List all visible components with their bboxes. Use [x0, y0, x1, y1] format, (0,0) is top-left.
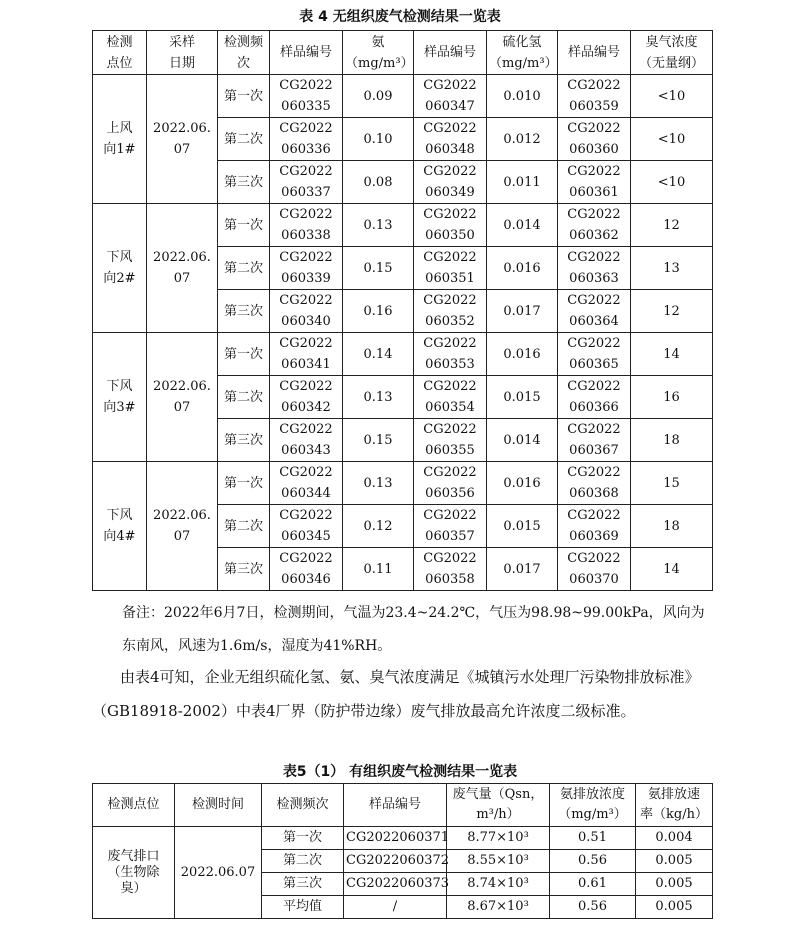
sampling-date-cell: 2022.06. 07	[147, 204, 218, 333]
ammonia-concentration-cell: 0.51	[550, 827, 636, 850]
h2s-value-cell: 0.017	[487, 548, 558, 591]
h2s-value-cell: 0.016	[487, 462, 558, 505]
ammonia-rate-cell: 0.004	[636, 827, 713, 850]
odor-value-cell: 12	[631, 204, 713, 247]
frequency-cell: 第一次	[218, 462, 270, 505]
h2s-value-cell: 0.012	[487, 118, 558, 161]
sample-id-cell: CG2022 060365	[558, 333, 631, 376]
sample-id-cell: CG2022 060350	[414, 204, 487, 247]
sampling-point-cell: 上风 向1#	[93, 75, 147, 204]
h2s-value-cell: 0.014	[487, 204, 558, 247]
odor-value-cell: <10	[631, 118, 713, 161]
sample-id-cell: CG2022 060356	[414, 462, 487, 505]
table4-header-cell: 氨 （mg/m³）	[343, 31, 414, 75]
ammonia-concentration-cell: 0.56	[550, 850, 636, 873]
frequency-cell: 第三次	[218, 161, 270, 204]
sample-id-cell: CG2022 060366	[558, 376, 631, 419]
sample-id-cell: CG2022 060359	[558, 75, 631, 118]
sample-id-cell: CG2022 060352	[414, 290, 487, 333]
frequency-cell: 第二次	[218, 247, 270, 290]
h2s-value-cell: 0.015	[487, 376, 558, 419]
table5-header-cell: 检测频次	[262, 784, 344, 827]
h2s-value-cell: 0.014	[487, 419, 558, 462]
frequency-cell: 第三次	[218, 419, 270, 462]
flow-value-cell: 8.74×10³	[447, 873, 550, 896]
sample-id-cell: CG2022 060361	[558, 161, 631, 204]
sample-id-cell: CG2022060373	[344, 873, 447, 896]
table4-note: 备注：2022年6月7日，检测期间，气温为23.4~24.2℃，气压为98.98~99.00kPa，风向为东南风，风速为1.6m/s，湿度为41%RH。	[122, 605, 705, 654]
table5-header-cell: 废气量（Qsn， m³/h）	[447, 784, 550, 827]
sample-id-cell: CG2022 060358	[414, 548, 487, 591]
table4-header-cell: 硫化氢 （mg/m³）	[487, 31, 558, 75]
h2s-value-cell: 0.015	[487, 505, 558, 548]
sample-id-cell: CG2022 060349	[414, 161, 487, 204]
odor-value-cell: <10	[631, 75, 713, 118]
sample-id-cell: CG2022 060346	[270, 548, 343, 591]
sample-id-cell: CG2022 060337	[270, 161, 343, 204]
sample-id-cell: CG2022 060360	[558, 118, 631, 161]
sample-id-cell: /	[344, 896, 447, 919]
frequency-cell: 第二次	[218, 118, 270, 161]
frequency-cell: 第一次	[262, 827, 344, 850]
ammonia-value-cell: 0.13	[343, 462, 414, 505]
frequency-cell: 第一次	[218, 204, 270, 247]
table4-header-cell: 检测频 次	[218, 31, 270, 75]
table-row	[93, 75, 713, 118]
sample-id-cell: CG2022 060364	[558, 290, 631, 333]
sample-id-cell: CG2022 060353	[414, 333, 487, 376]
table4-header-cell: 样品编号	[558, 31, 631, 75]
sample-id-cell: CG2022 060347	[414, 75, 487, 118]
ammonia-value-cell: 0.15	[343, 247, 414, 290]
table5-header-cell: 检测点位	[93, 784, 175, 827]
ammonia-value-cell: 0.13	[343, 204, 414, 247]
sample-id-cell: CG2022 060369	[558, 505, 631, 548]
ammonia-value-cell: 0.12	[343, 505, 414, 548]
table5	[92, 783, 713, 919]
sample-id-cell: CG2022 060363	[558, 247, 631, 290]
ammonia-rate-cell: 0.005	[636, 896, 713, 919]
odor-value-cell: <10	[631, 161, 713, 204]
table5-caption: 表5（1） 有组织废气检测结果一览表	[282, 764, 518, 780]
frequency-cell: 第二次	[262, 850, 344, 873]
ammonia-value-cell: 0.15	[343, 419, 414, 462]
table-row	[93, 462, 713, 505]
table4-header-cell: 检测 点位	[93, 31, 147, 75]
sample-id-cell: CG2022 060345	[270, 505, 343, 548]
conclusion-paragraph: 由表4可知，企业无组织硫化氢、氨、臭气浓度满足《城镇污水处理厂污染物排放标准》（GB18918-2002）中表4厂界（防护带边缘）废气排放最高允许浓度二级标准。	[92, 668, 700, 720]
sampling-point-cell: 下风 向3#	[93, 333, 147, 462]
sampling-date-cell: 2022.06. 07	[147, 75, 218, 204]
ammonia-rate-cell: 0.005	[636, 850, 713, 873]
frequency-cell: 第三次	[262, 873, 344, 896]
ammonia-value-cell: 0.14	[343, 333, 414, 376]
table4	[92, 30, 713, 591]
odor-value-cell: 12	[631, 290, 713, 333]
flow-value-cell: 8.67×10³	[447, 896, 550, 919]
ammonia-value-cell: 0.10	[343, 118, 414, 161]
sample-id-cell: CG2022 060355	[414, 419, 487, 462]
sample-id-cell: CG2022 060344	[270, 462, 343, 505]
sampling-date-cell: 2022.06. 07	[147, 333, 218, 462]
h2s-value-cell: 0.011	[487, 161, 558, 204]
frequency-cell: 第一次	[218, 75, 270, 118]
table-row	[93, 333, 713, 376]
flow-value-cell: 8.77×10³	[447, 827, 550, 850]
sample-id-cell: CG2022 060340	[270, 290, 343, 333]
ammonia-rate-cell: 0.005	[636, 873, 713, 896]
odor-value-cell: 15	[631, 462, 713, 505]
table4-header-cell: 采样 日期	[147, 31, 218, 75]
odor-value-cell: 18	[631, 419, 713, 462]
table4-header-cell: 样品编号	[270, 31, 343, 75]
ammonia-concentration-cell: 0.61	[550, 873, 636, 896]
h2s-value-cell: 0.010	[487, 75, 558, 118]
table5-header-cell: 氨排放速 率（kg/h）	[636, 784, 713, 827]
ammonia-concentration-cell: 0.56	[550, 896, 636, 919]
sample-id-cell: CG2022 060336	[270, 118, 343, 161]
ammonia-value-cell: 0.11	[343, 548, 414, 591]
h2s-value-cell: 0.016	[487, 333, 558, 376]
sampling-point-cell: 下风 向4#	[93, 462, 147, 591]
sample-id-cell: CG2022 060354	[414, 376, 487, 419]
sample-id-cell: CG2022 060370	[558, 548, 631, 591]
table5-header-row	[93, 784, 713, 827]
ammonia-value-cell: 0.09	[343, 75, 414, 118]
sampling-date-cell: 2022.06.07	[175, 827, 262, 919]
table-row	[93, 827, 713, 850]
sample-id-cell: CG2022 060342	[270, 376, 343, 419]
table4-header-cell: 样品编号	[414, 31, 487, 75]
ammonia-value-cell: 0.13	[343, 376, 414, 419]
table-row	[93, 204, 713, 247]
frequency-cell: 第一次	[218, 333, 270, 376]
sample-id-cell: CG2022 060341	[270, 333, 343, 376]
sample-id-cell: CG2022 060357	[414, 505, 487, 548]
ammonia-value-cell: 0.16	[343, 290, 414, 333]
sample-id-cell: CG2022 060367	[558, 419, 631, 462]
h2s-value-cell: 0.016	[487, 247, 558, 290]
table4-header-row	[93, 31, 713, 75]
sample-id-cell: CG2022 060368	[558, 462, 631, 505]
sample-id-cell: CG2022 060338	[270, 204, 343, 247]
odor-value-cell: 16	[631, 376, 713, 419]
table5-header-cell: 氨排放浓度 （mg/m³）	[550, 784, 636, 827]
sample-id-cell: CG2022 060351	[414, 247, 487, 290]
sampling-point-cell: 下风 向2#	[93, 204, 147, 333]
frequency-cell: 第三次	[218, 290, 270, 333]
odor-value-cell: 14	[631, 548, 713, 591]
table4-caption: 表 4 无组织废气检测结果一览表	[299, 9, 501, 25]
sample-id-cell: CG2022 060339	[270, 247, 343, 290]
odor-value-cell: 18	[631, 505, 713, 548]
odor-value-cell: 14	[631, 333, 713, 376]
sample-id-cell: CG2022 060362	[558, 204, 631, 247]
frequency-cell: 第二次	[218, 376, 270, 419]
frequency-cell: 第三次	[218, 548, 270, 591]
ammonia-value-cell: 0.08	[343, 161, 414, 204]
sample-id-cell: CG2022 060343	[270, 419, 343, 462]
sample-id-cell: CG2022060372	[344, 850, 447, 873]
sampling-date-cell: 2022.06. 07	[147, 462, 218, 591]
flow-value-cell: 8.55×10³	[447, 850, 550, 873]
h2s-value-cell: 0.017	[487, 290, 558, 333]
sample-id-cell: CG2022 060335	[270, 75, 343, 118]
sample-id-cell: CG2022 060348	[414, 118, 487, 161]
table4-header-cell: 臭气浓度 （无量纲）	[631, 31, 713, 75]
table5-header-cell: 样品编号	[344, 784, 447, 827]
frequency-cell: 第二次	[218, 505, 270, 548]
odor-value-cell: 13	[631, 247, 713, 290]
table5-header-cell: 检测时间	[175, 784, 262, 827]
sample-id-cell: CG2022060371	[344, 827, 447, 850]
frequency-cell: 平均值	[262, 896, 344, 919]
sampling-point-cell: 废气排口 （生物除 臭）	[93, 827, 175, 919]
